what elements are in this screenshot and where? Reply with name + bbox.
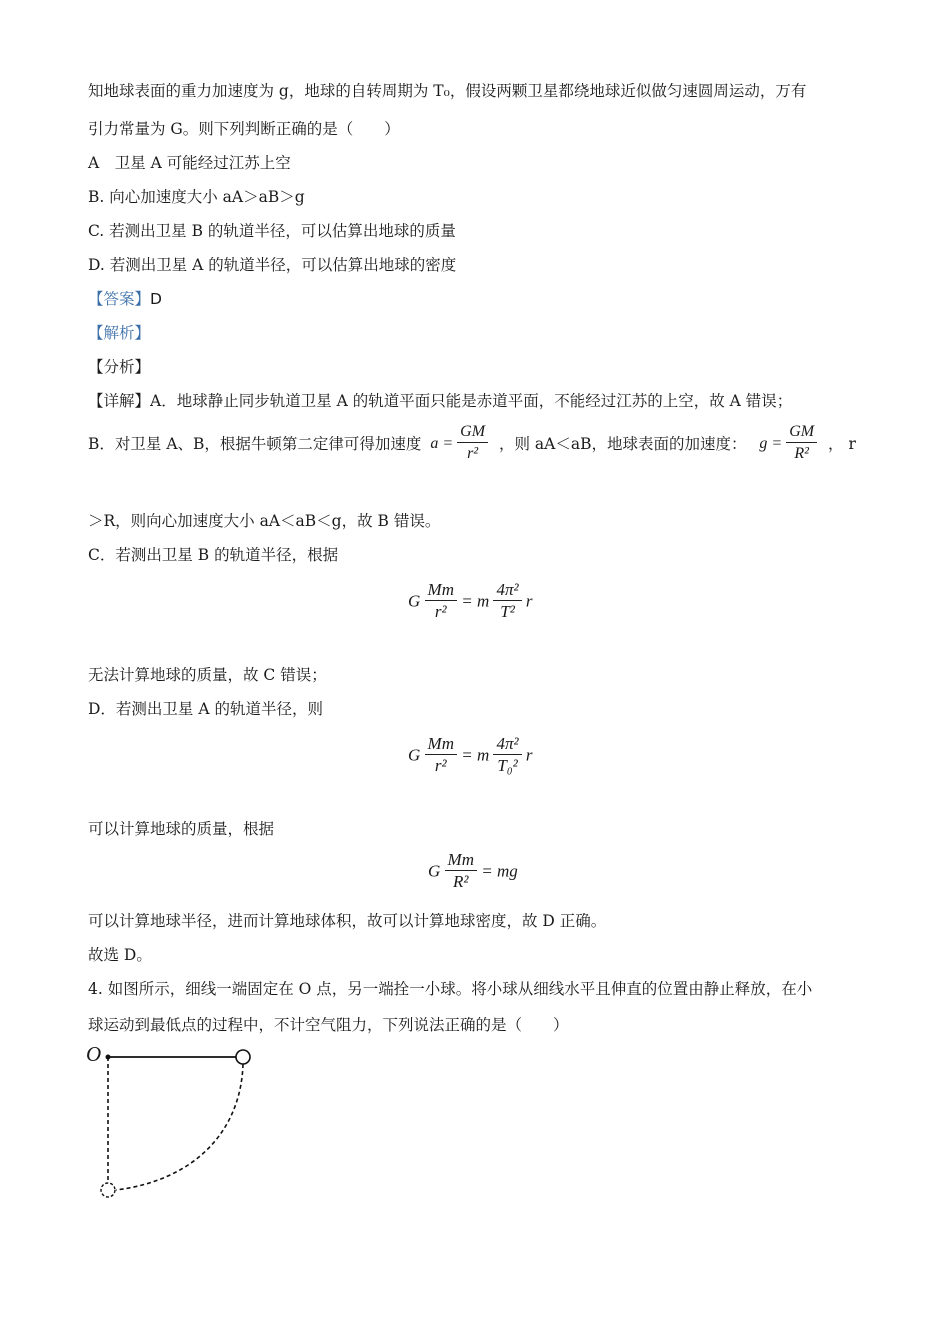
eq-d-den2: T₀²	[497, 756, 518, 775]
accel-den: r²	[467, 445, 479, 462]
pivot-label: O	[86, 1042, 102, 1066]
eq-d-den: r²	[434, 756, 447, 775]
ball-end	[101, 1183, 115, 1197]
pendulum-figure	[86, 1040, 286, 1210]
eq-d-G: G	[408, 745, 421, 765]
answer-value: D	[150, 290, 162, 308]
equation-mg	[428, 850, 518, 893]
eq-c-num: Mm	[425, 580, 457, 601]
eq-d-r: r	[525, 745, 533, 765]
eq-c-den: r²	[434, 602, 447, 621]
answer-line	[88, 288, 162, 310]
answer-label: 【答案】	[88, 290, 151, 308]
equation-d	[408, 734, 532, 777]
q3-option-c: C. 若测出卫星 B 的轨道半径，可以估算出地球的质量	[88, 222, 456, 240]
eq-c-num2: 4π²	[493, 580, 521, 601]
ball-start	[236, 1050, 250, 1064]
eq-d-num: Mm	[425, 734, 457, 755]
accel-lhs: a =	[430, 434, 454, 452]
equation-c	[408, 580, 532, 623]
d-conclusion2: 可以计算地球半径，进而计算地球体积，故可以计算地球密度，故 D 正确。	[88, 912, 607, 930]
q4-line2: 球运动到最低点的过程中，不计空气阻力，下列说法正确的是（ ）	[88, 1016, 569, 1034]
eq-c-r: r	[525, 591, 533, 611]
q3-option-b: B. 向心加速度大小 aA＞aB＞g	[88, 188, 305, 206]
b-line	[88, 422, 856, 472]
q3-stem-line2: 引力常量为 G。则下列判断正确的是（ ）	[88, 120, 400, 138]
c-conclusion: 无法计算地球的质量，故 C 错误；	[88, 666, 327, 684]
eq-c-mid: = m	[461, 591, 490, 611]
c-line: C．若测出卫星 B 的轨道半径，根据	[88, 546, 339, 564]
detail-line: 【详解】A．地球静止同步轨道卫星 A 的轨道平面只能是赤道平面，不能经过江苏的上空，故 A 错误；	[88, 392, 793, 410]
d-conclusion1: 可以计算地球的质量，根据	[88, 820, 275, 838]
b-line2: ＞R，则向心加速度大小 aA＜aB＜g，故 B 错误。	[88, 512, 441, 530]
eq-mg-num: Mm	[445, 850, 477, 871]
b-line-text-a: B．对卫星 A、B，根据牛顿第二定律可得加速度	[88, 434, 422, 453]
trajectory-arc	[116, 1064, 243, 1190]
gravity-num: GM	[786, 422, 817, 443]
accel-num: GM	[457, 422, 488, 443]
q3-option-a: A 卫星 A 可能经过江苏上空	[88, 154, 291, 172]
q4-line1: 4. 如图所示，细线一端固定在 O 点，另一端拴一小球。将小球从细线水平且伸直的位置由静止释放，在小	[88, 980, 813, 998]
analysis-label: 【解析】	[88, 324, 151, 342]
b-line-text-c: ， r	[828, 434, 856, 453]
accel-formula	[430, 422, 488, 465]
eq-c-G: G	[408, 591, 421, 611]
gravity-formula	[759, 422, 817, 465]
eq-c-den2: T²	[500, 602, 515, 621]
choose-line: 故选 D。	[88, 946, 152, 964]
eq-d-num2: 4π²	[493, 734, 521, 755]
fenxi-label: 【分析】	[88, 358, 151, 376]
q3-option-d: D. 若测出卫星 A 的轨道半径，可以估算出地球的密度	[88, 256, 457, 274]
b-line-text-b: ，则 aA＜aB，地球表面的加速度：	[498, 434, 747, 453]
gravity-den: R²	[794, 445, 809, 462]
eq-mg-G: G	[428, 861, 441, 881]
q3-stem-line1: 知地球表面的重力加速度为 g，地球的自转周期为 T₀，假设两颗卫星都绕地球近似做匀速圆周运动，万有	[88, 82, 807, 100]
eq-d-mid: = m	[461, 745, 490, 765]
eq-mg-den: R²	[453, 872, 469, 891]
pendulum-diagram	[86, 1040, 286, 1210]
gravity-lhs: g =	[759, 434, 783, 452]
d-line: D．若测出卫星 A 的轨道半径，则	[88, 700, 323, 718]
eq-mg-rhs: = mg	[481, 861, 518, 881]
